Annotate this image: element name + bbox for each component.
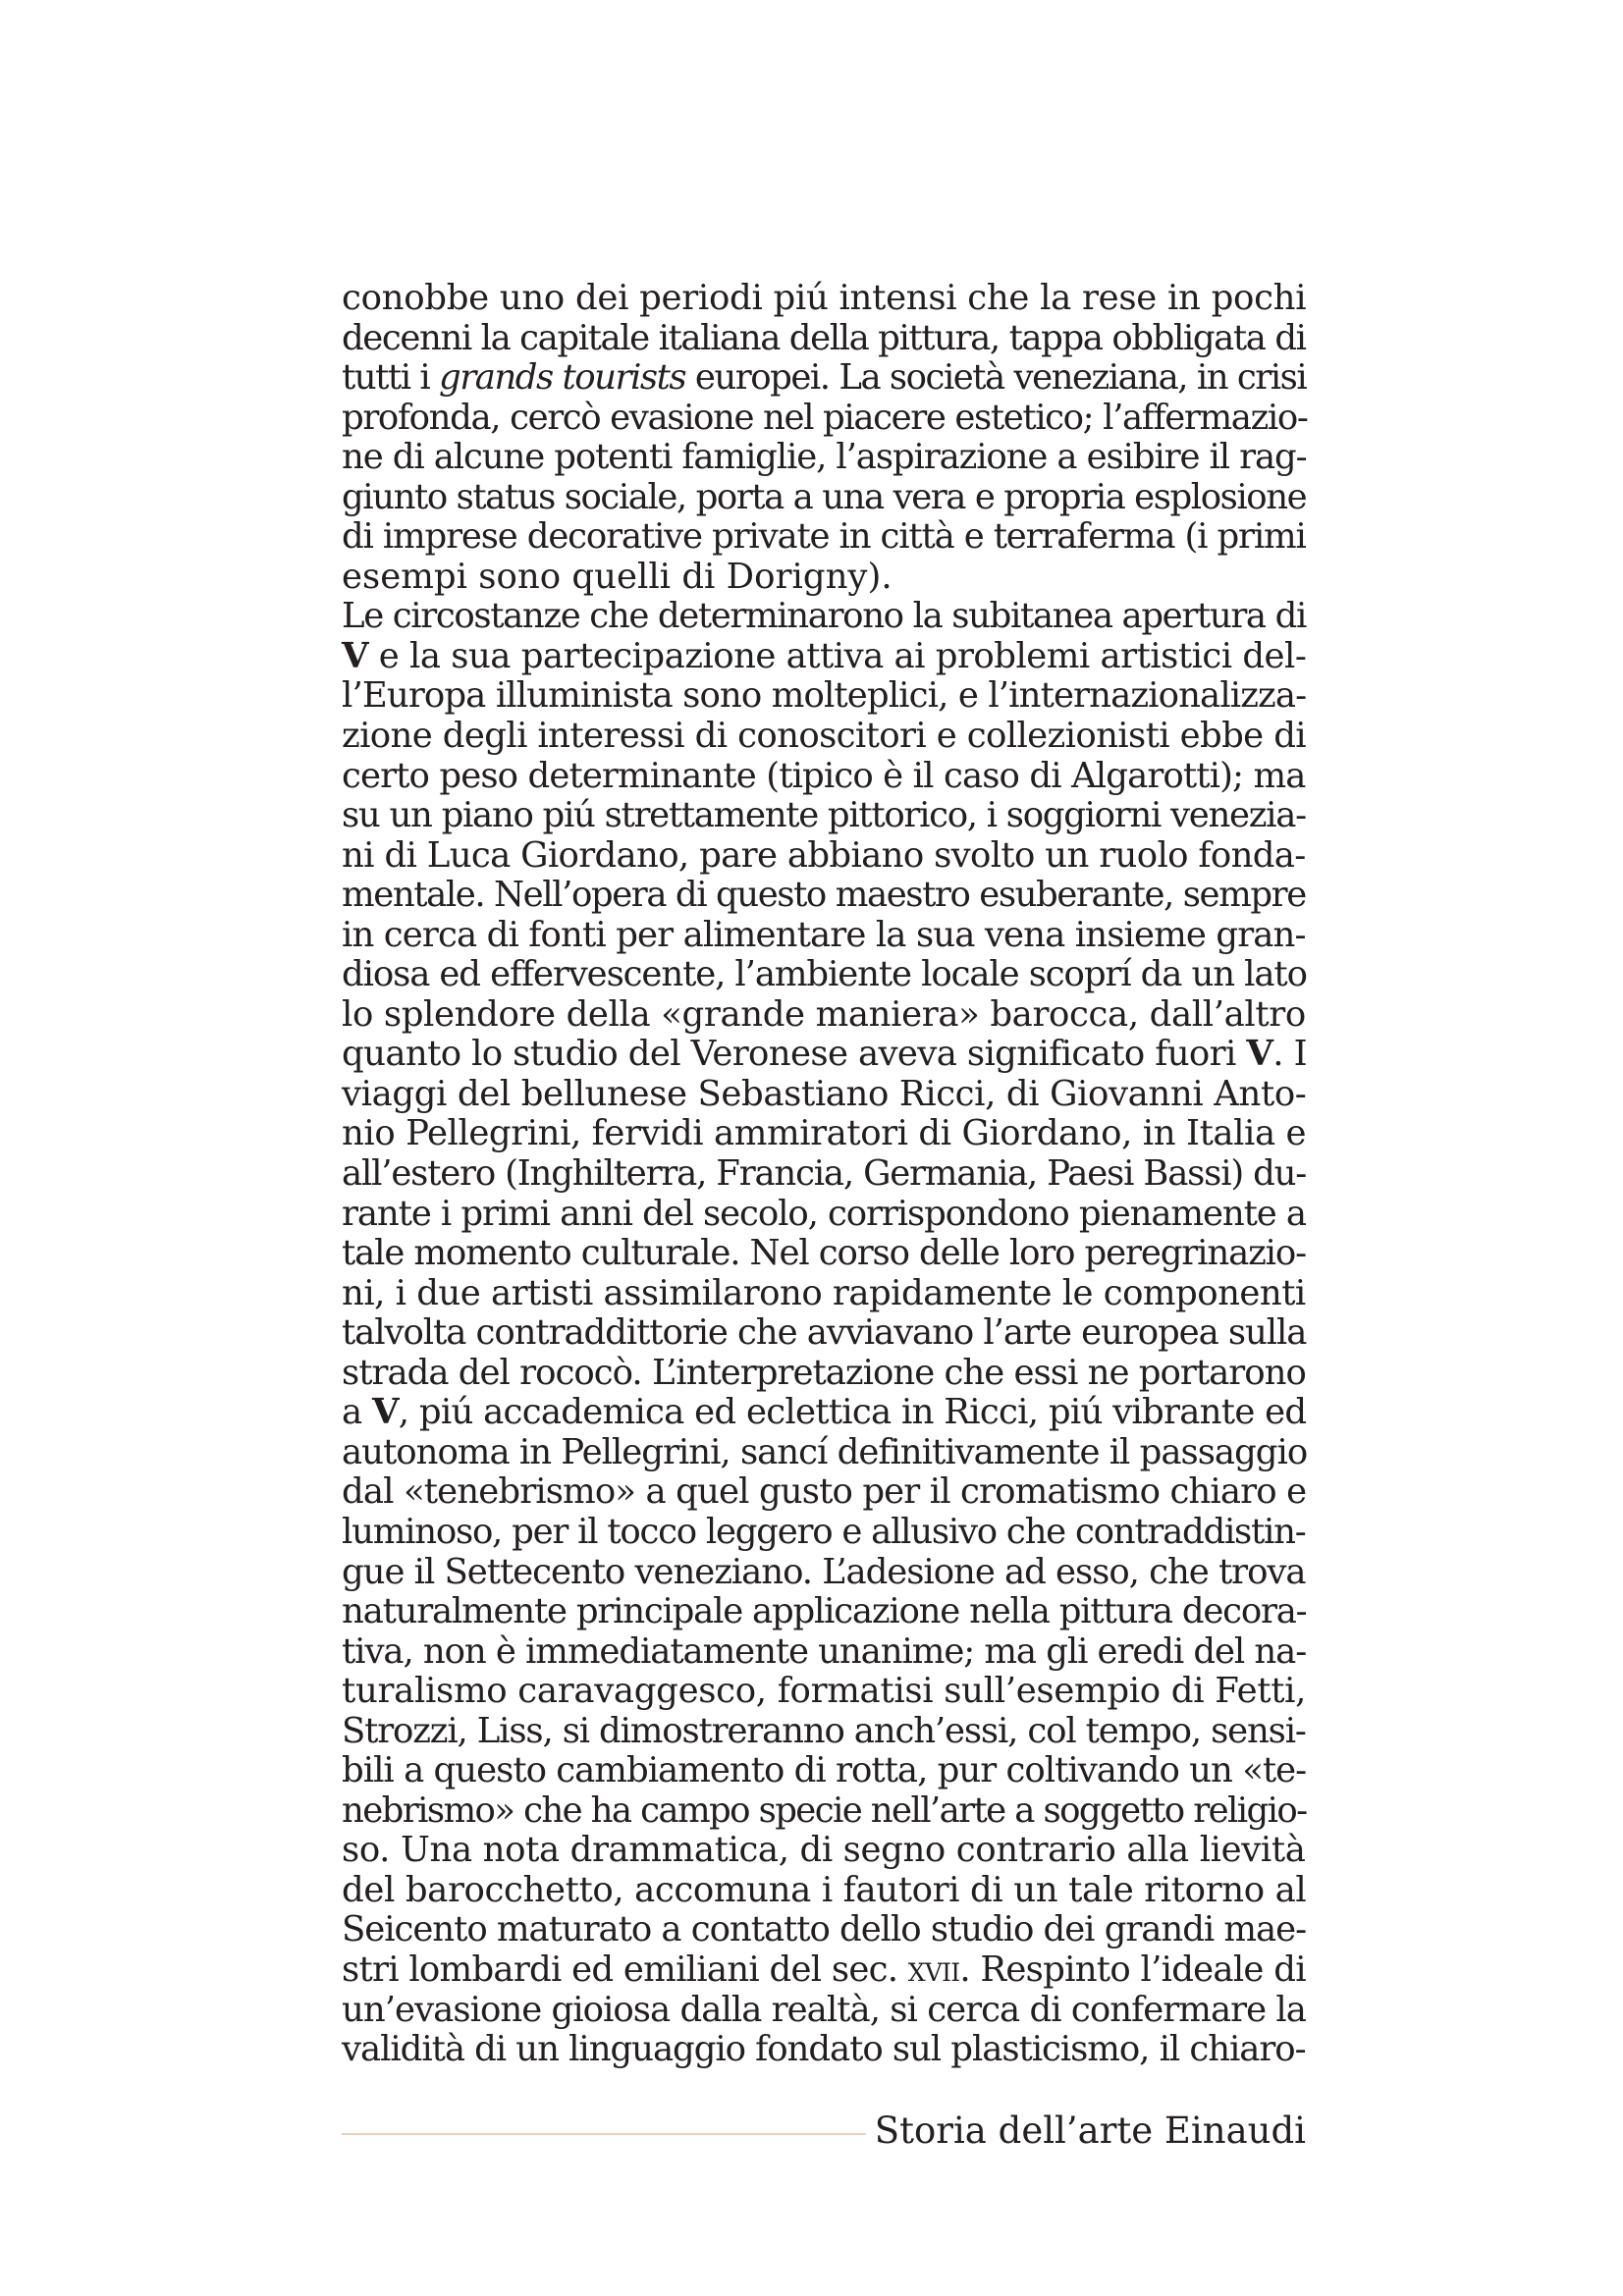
text-run: luminoso, per il tocco leggero e allusivo che contraddistin- bbox=[342, 1511, 1306, 1552]
text-run: ne di alcune potenti famiglie, l’aspirazione a esibire il rag- bbox=[342, 437, 1307, 478]
text-run: certo peso determinante (tipico è il caso di Algarotti); ma bbox=[342, 755, 1306, 796]
text-run: talvolta contraddittorie che avviavano l’arte europea sulla bbox=[342, 1312, 1307, 1354]
text-line bbox=[342, 1513, 1306, 1553]
text-run: nio Pellegrini, fervidi ammiratori di Giordano, in Italia e bbox=[342, 1113, 1307, 1154]
text-run: l’Europa illuminista sono molteplici, e l’internazionalizza- bbox=[342, 675, 1307, 717]
text-run: autonoma in Pellegrini, sancí definitivamente il passaggio bbox=[342, 1431, 1308, 1472]
text-run: stri lombardi ed emiliani del sec. bbox=[342, 1949, 908, 1990]
footer-rule bbox=[342, 2133, 866, 2135]
text-run: del barocchetto, accomuna i fautori di un tale ritorno al bbox=[342, 1869, 1307, 1910]
text-line bbox=[342, 637, 1306, 677]
text-line bbox=[342, 1472, 1306, 1513]
text-line bbox=[342, 836, 1306, 877]
text-line bbox=[342, 597, 1306, 637]
text-line bbox=[342, 2030, 1306, 2070]
text-line bbox=[342, 1950, 1306, 1991]
text-run: a bbox=[342, 1392, 372, 1433]
text-run: diosa ed effervescente, l’ambiente locale scoprí da un lato bbox=[342, 954, 1307, 995]
text-run: in cerca di fonti per alimentare la sua vena insieme gran- bbox=[342, 914, 1306, 955]
text-run: profonda, cercò evasione nel piacere estetico; l’affermazio- bbox=[342, 397, 1308, 438]
text-run: tutti i bbox=[342, 357, 440, 399]
text-run: naturalmente principale applicazione nella pittura decora- bbox=[342, 1591, 1307, 1632]
text-run: validità di un linguaggio fondato sul plasticismo, il chiaro- bbox=[342, 2029, 1306, 2070]
abbrev-venezia: V bbox=[371, 1392, 399, 1433]
text-run: turalismo caravaggesco, formatisi sull’esempio di Fetti, bbox=[342, 1671, 1307, 1712]
text-run: e la sua partecipazione attiva ai problemi artistici del- bbox=[368, 635, 1307, 676]
text-line bbox=[342, 1991, 1306, 2031]
text-run: Strozzi, Liss, si dimostreranno anch’essi, col tempo, sensi- bbox=[342, 1710, 1306, 1751]
text-line bbox=[342, 558, 1306, 598]
text-run: ni di Luca Giordano, pare abbiano svolto un ruolo fonda- bbox=[342, 834, 1306, 876]
text-run: Le circostanze che determinarono la subitanea apertura di bbox=[342, 596, 1306, 637]
text-run: Seicento maturato a contatto dello studio dei grandi mae- bbox=[342, 1909, 1307, 1950]
text-run: viaggi del bellunese Sebastiano Ricci, di Giovanni Anto- bbox=[342, 1073, 1307, 1114]
text-line bbox=[342, 796, 1306, 836]
text-line bbox=[342, 1195, 1306, 1235]
footer-title: Storia dell’arte Einaudi bbox=[874, 2109, 1306, 2152]
text-run: dal «tenebrismo» a quel gusto per il cromatismo chiaro e bbox=[342, 1471, 1307, 1513]
text-line bbox=[342, 1751, 1306, 1791]
text-run: ni, i due artisti assimilarono rapidamente le componenti bbox=[342, 1272, 1306, 1313]
text-run: conobbe uno dei periodi piú intensi che la rese in pochi bbox=[342, 278, 1307, 318]
text-run: lo splendore della «grande maniera» barocca, dall’altro bbox=[342, 993, 1306, 1035]
text-run: giunto status sociale, porta a una vera e propria esplosione bbox=[342, 476, 1307, 517]
text-run: nebrismo» che ha campo specie nell’arte a soggetto religio- bbox=[342, 1789, 1307, 1831]
text-line bbox=[342, 757, 1306, 797]
text-run: zione degli interessi di conoscitori e collezionisti ebbe di bbox=[342, 716, 1307, 757]
italic-term: grands tourists bbox=[439, 357, 686, 399]
text-line bbox=[342, 1592, 1306, 1632]
text-line bbox=[342, 1154, 1306, 1195]
text-run: su un piano piú strettamente pittorico, i soggiorni venezia- bbox=[342, 795, 1306, 836]
text-line bbox=[342, 1632, 1306, 1673]
text-line bbox=[342, 717, 1306, 757]
text-line bbox=[342, 517, 1306, 558]
text-line bbox=[342, 279, 1306, 319]
text-run: tiva, non è immediatamente unanime; ma gli eredi del na- bbox=[342, 1630, 1307, 1672]
text-line bbox=[342, 358, 1306, 399]
text-run: tale momento culturale. Nel corso delle loro peregrinazio- bbox=[342, 1233, 1306, 1274]
text-run: di imprese decorative private in città e terraferma (i primi bbox=[342, 516, 1306, 558]
text-line bbox=[342, 1114, 1306, 1154]
text-run: esempi sono quelli di Dorigny). bbox=[342, 556, 893, 597]
text-run: , piú accademica ed eclettica in Ricci, piú vibrante ed bbox=[398, 1392, 1307, 1433]
text-line bbox=[342, 1313, 1306, 1354]
text-line bbox=[342, 1393, 1306, 1433]
text-line bbox=[342, 438, 1306, 478]
text-line bbox=[342, 1712, 1306, 1752]
text-run: so. Una nota drammatica, di segno contrario alla lievità bbox=[342, 1830, 1306, 1871]
text-run: . I bbox=[1272, 1034, 1307, 1075]
text-line bbox=[342, 1910, 1306, 1950]
text-line bbox=[342, 1831, 1306, 1871]
text-run: quanto lo studio del Veronese aveva significato fuori bbox=[342, 1034, 1247, 1075]
text-line bbox=[342, 1274, 1306, 1314]
body-text bbox=[342, 279, 1306, 2070]
text-run: strada del rococò. L’interpretazione che essi ne portarono bbox=[342, 1352, 1306, 1393]
text-line bbox=[342, 916, 1306, 956]
text-run: mentale. Nell’opera di questo maestro esuberante, sempre bbox=[342, 875, 1306, 916]
text-line bbox=[342, 319, 1306, 359]
text-line bbox=[342, 1075, 1306, 1115]
text-line bbox=[342, 399, 1306, 439]
text-line bbox=[342, 1553, 1306, 1593]
text-run: un’evasione gioiosa dalla realtà, si cerca di confermare la bbox=[342, 1989, 1306, 2030]
text-line bbox=[342, 955, 1306, 995]
abbrev-venezia: V bbox=[342, 635, 369, 676]
page-footer bbox=[342, 2107, 1306, 2156]
text-run: europei. La società veneziana, in crisi bbox=[685, 357, 1307, 399]
text-line bbox=[342, 1234, 1306, 1274]
text-run: decenni la capitale italiana della pittura, tappa obbligata di bbox=[342, 317, 1306, 358]
century-numeral: xvii bbox=[907, 1949, 960, 1990]
text-line bbox=[342, 1672, 1306, 1712]
abbrev-venezia: V bbox=[1246, 1034, 1273, 1075]
text-run: . Respinto l’ideale di bbox=[959, 1949, 1306, 1990]
text-run: bili a questo cambiamento di rotta, pur coltivando un «te- bbox=[342, 1750, 1307, 1791]
text-line bbox=[342, 876, 1306, 916]
text-run: all’estero (Inghilterra, Francia, Germania, Paesi Bassi) du- bbox=[342, 1153, 1307, 1195]
text-line bbox=[342, 478, 1306, 518]
text-run: rante i primi anni del secolo, corrispondono pienamente a bbox=[342, 1193, 1306, 1234]
text-line bbox=[342, 1433, 1306, 1473]
text-line bbox=[342, 1354, 1306, 1394]
text-line bbox=[342, 1871, 1306, 1911]
text-line bbox=[342, 1035, 1306, 1075]
text-line bbox=[342, 676, 1306, 717]
text-line bbox=[342, 995, 1306, 1036]
text-run: gue il Settecento veneziano. L’adesione ad esso, che trova bbox=[342, 1551, 1306, 1592]
text-line bbox=[342, 1791, 1306, 1832]
